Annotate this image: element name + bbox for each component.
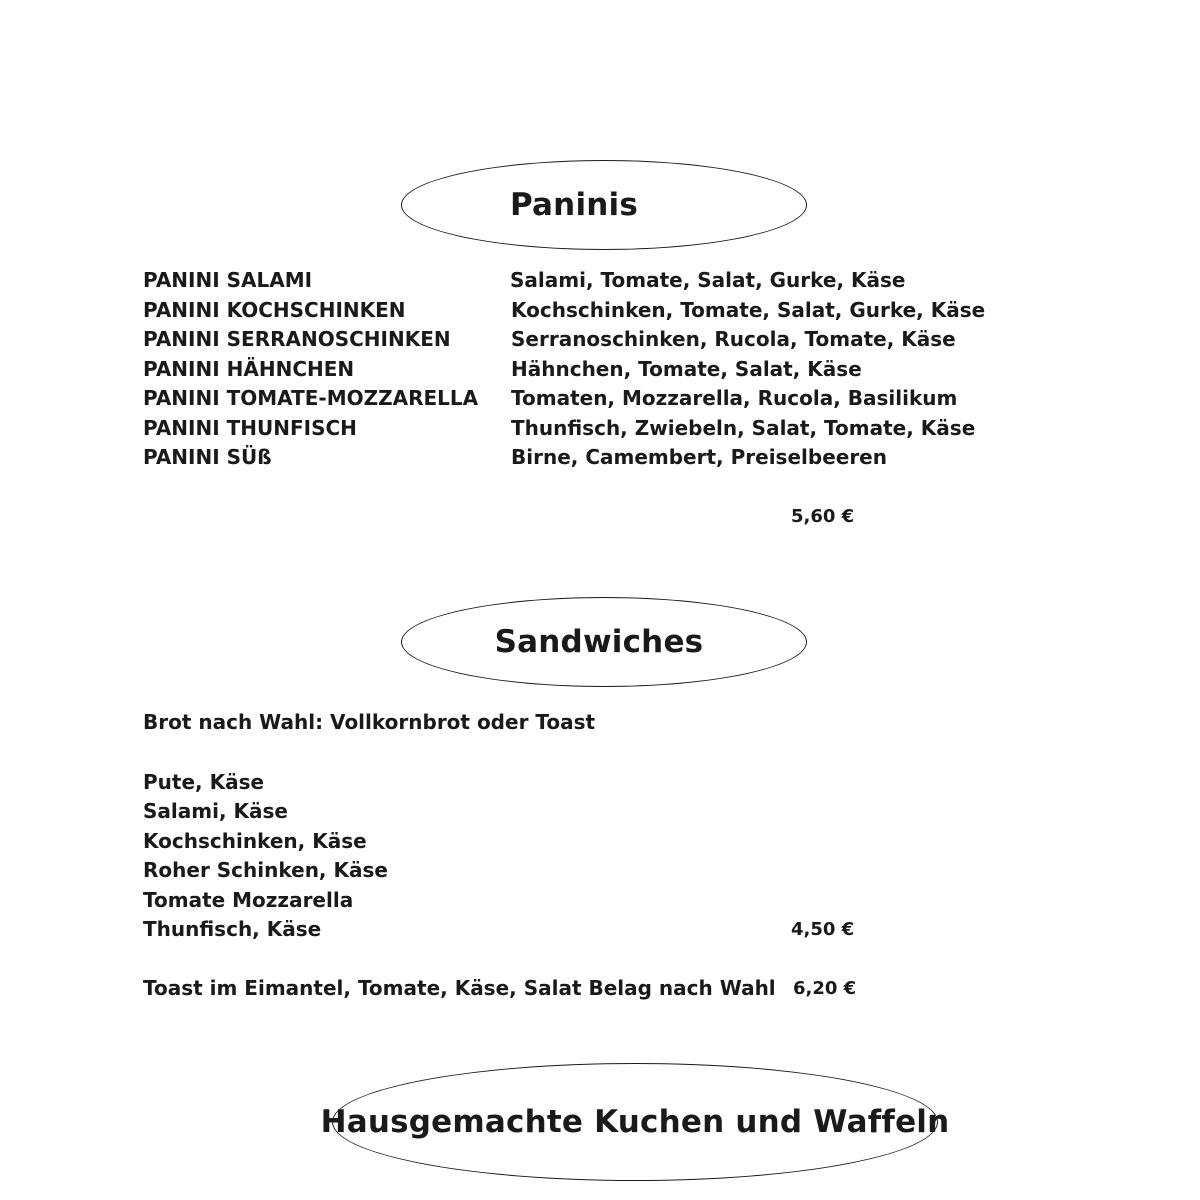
panini-name: PANINI SALAMI — [143, 268, 313, 292]
panini-name: PANINI TOMATE-MOZZARELLA — [143, 386, 479, 410]
sandwiches-heading-oval — [401, 597, 807, 687]
sandwich-item: Thunfisch, Käse — [143, 917, 322, 941]
panini-name: PANINI HÄHNCHEN — [143, 356, 355, 381]
sandwich-item: Salami, Käse — [143, 799, 288, 823]
sandwiches-title: Sandwiches — [494, 624, 704, 660]
sandwich-item: Kochschinken, Käse — [143, 828, 367, 853]
sandwich-item: Tomate Mozzarella — [143, 887, 354, 912]
kuchen-title: Hausgemachte Kuchen und Waffeln — [320, 1104, 950, 1140]
panini-name: PANINI THUNFISCH — [143, 415, 357, 440]
panini-description: Serranoschinken, Rucola, Tomate, Käse — [511, 327, 956, 351]
panini-description: Hähnchen, Tomate, Salat, Käse — [511, 356, 862, 381]
panini-name: PANINI SERRANOSCHINKEN — [143, 327, 451, 351]
sandwiches-price: 4,50 € — [791, 919, 855, 940]
toast-eimantel-item: Toast im Eimantel, Tomate, Käse, Salat Belag nach Wahl — [143, 976, 776, 1000]
panini-description: Salami, Tomate, Salat, Gurke, Käse — [510, 268, 906, 292]
panini-description: Birne, Camembert, Preiselbeeren — [511, 445, 887, 469]
panini-description: Thunfisch, Zwiebeln, Salat, Tomate, Käse — [511, 415, 976, 440]
panini-name: PANINI KOCHSCHINKEN — [143, 297, 406, 322]
sandwich-item: Roher Schinken, Käse — [143, 858, 388, 882]
panini-description: Tomaten, Mozzarella, Rucola, Basilikum — [511, 386, 958, 410]
kuchen-heading-oval — [320, 1063, 950, 1181]
bread-choice-note: Brot nach Wahl: Vollkornbrot oder Toast — [143, 710, 596, 734]
sandwich-item: Pute, Käse — [143, 769, 265, 794]
paninis-title: Paninis — [509, 187, 639, 223]
panini-description: Kochschinken, Tomate, Salat, Gurke, Käse — [511, 297, 986, 322]
paninis-heading-oval — [401, 160, 807, 250]
paninis-price: 5,60 € — [791, 506, 855, 527]
panini-name: PANINI SÜß — [143, 445, 272, 469]
toast-eimantel-price: 6,20 € — [793, 978, 857, 999]
